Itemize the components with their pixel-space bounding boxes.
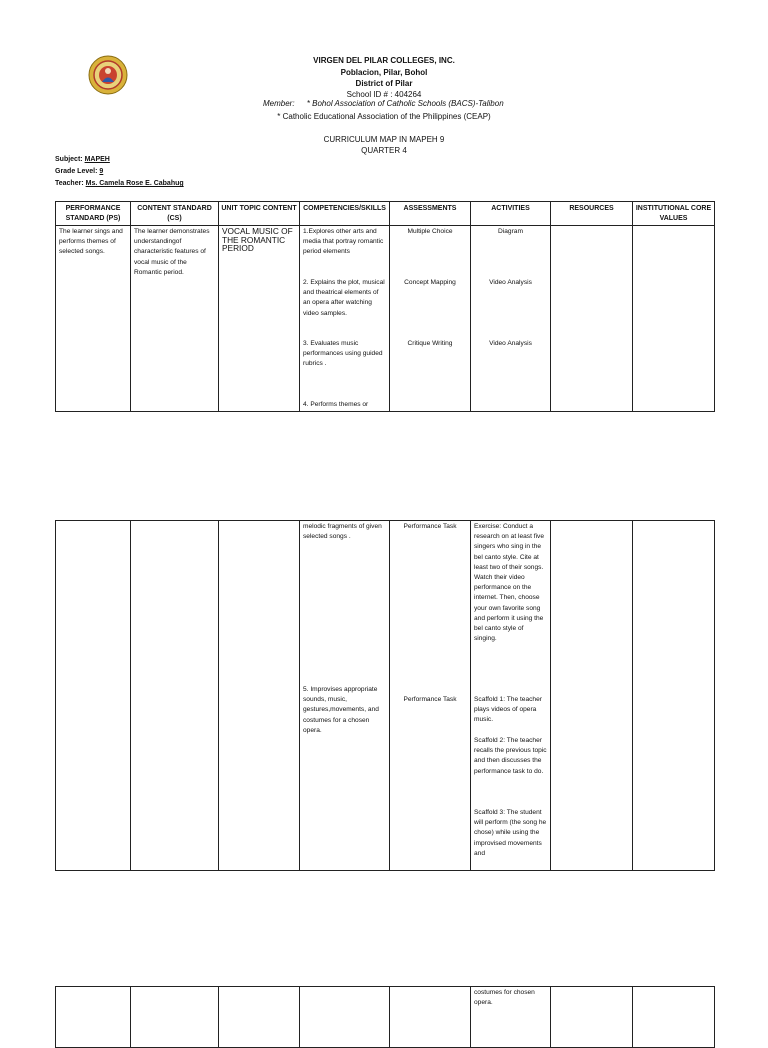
col-header-competencies: COMPETENCIES/SKILLS <box>300 202 390 226</box>
competency-4-continued: melodic fragments of given selected songs . <box>303 523 382 541</box>
resources-cell <box>551 521 633 871</box>
grade-label: Grade Level: <box>55 168 98 175</box>
competencies-cell <box>300 987 390 1048</box>
ps-cell <box>56 987 131 1048</box>
col-header-cs: CONTENT STANDARD (CS) <box>131 202 219 226</box>
college-address: Poblacion, Pilar, Bohol <box>340 68 428 77</box>
activity-5-scaffold-3: Scaffold 3: The student will perform (the song he chose) while using the improvised movements and <box>474 809 547 857</box>
assessments-cell <box>390 987 471 1048</box>
col-header-activities: ACTIVITIES <box>471 202 551 226</box>
assessment-5: Performance Task <box>403 696 457 703</box>
subject-line <box>55 156 110 163</box>
resources-cell <box>551 987 633 1048</box>
competency-1: 1.Explores other arts and media that portray romantic period elements <box>303 228 384 256</box>
col-header-resources: RESOURCES <box>551 202 633 226</box>
member-bacs: * Bohol Association of Catholic Schools (BACS)-Talibon <box>306 99 504 108</box>
assessment-3: Critique Writing <box>407 340 453 347</box>
grade-value: 9 <box>99 168 104 175</box>
document-title: CURRICULUM MAP IN MAPEH 9 <box>323 135 445 144</box>
curriculum-table-page2 <box>55 520 715 871</box>
col-header-unit: UNIT TOPIC CONTENT <box>219 202 300 226</box>
core-values-cell <box>633 521 715 871</box>
member-label: Member: <box>263 99 295 108</box>
activity-2: Video Analysis <box>489 279 532 286</box>
competency-5: 5. Improvises appropriate sounds, music, gestures,movements, and costumes for a chosen opera. <box>303 686 379 734</box>
core-values-cell <box>633 987 715 1048</box>
ps-cell <box>56 521 131 871</box>
unit-cell <box>219 521 300 871</box>
activity-1: Diagram <box>498 228 523 235</box>
assessment-4: Performance Task <box>403 523 457 530</box>
teacher-value: Ms. Camela Rose E. Cabahug <box>85 180 184 187</box>
subject-label: Subject: <box>55 156 83 163</box>
unit-topic-text: VOCAL MUSIC OF THE ROMANTIC PERIOD <box>222 226 293 254</box>
performance-standard-text: The learner sings and performs themes of selected songs. <box>59 228 123 256</box>
curriculum-table-page3 <box>55 986 715 1048</box>
school-id: School ID # : 404264 <box>346 90 422 99</box>
activity-5-scaffold-2: Scaffold 2: The teacher recalls the previous topic and then discusses the performance task to do. <box>474 737 547 775</box>
teacher-line <box>55 180 184 187</box>
unit-cell <box>219 987 300 1048</box>
activity-4: Exercise: Conduct a research on at least five singers who sing in the bel canto style. Cite at least two of their songs. Watch their video performance on the internet. Then, choose your own favorite song and perform it using the bel canto style of singing. <box>474 523 545 643</box>
curriculum-table-page1 <box>55 201 715 412</box>
subject-value: MAPEH <box>84 156 110 163</box>
college-name: VIRGEN DEL PILAR COLLEGES, INC. <box>313 56 455 65</box>
competency-3: 3. Evaluates music performances using guided rubrics . <box>303 340 383 368</box>
cs-cell <box>131 987 219 1048</box>
teacher-label: Teacher: <box>55 180 84 187</box>
core-values-cell <box>633 226 715 412</box>
cs-cell <box>131 521 219 871</box>
assessment-2: Concept Mapping <box>404 279 456 286</box>
resources-cell <box>551 226 633 412</box>
col-header-ps: PERFORMANCE STANDARD (PS) <box>56 202 131 226</box>
assessment-1: Multiple Choice <box>407 228 453 235</box>
member-line <box>263 99 504 108</box>
activity-3: Video Analysis <box>489 340 532 347</box>
col-header-assessments: ASSESSMENTS <box>390 202 471 226</box>
grade-line <box>55 168 103 175</box>
quarter-label: QUARTER 4 <box>361 146 407 155</box>
competency-4: 4. Performs themes or <box>303 401 369 408</box>
content-standard-text: The learner demonstrates understandingof characteristic features of vocal music of the Romantic period. <box>134 228 210 276</box>
competency-2: 2. Explains the plot, musical and theatrical elements of an opera after watching video samples. <box>303 279 385 317</box>
college-district: District of Pilar <box>355 79 413 88</box>
col-header-core-values: INSTITUTIONAL CORE VALUES <box>633 202 715 226</box>
activity-5-continued: costumes for chosen opera. <box>474 989 535 1007</box>
activity-5-scaffold-1: Scaffold 1: The teacher plays videos of opera music. <box>474 696 542 724</box>
member-ceap: * Catholic Educational Association of the Philippines (CEAP) <box>277 112 491 121</box>
